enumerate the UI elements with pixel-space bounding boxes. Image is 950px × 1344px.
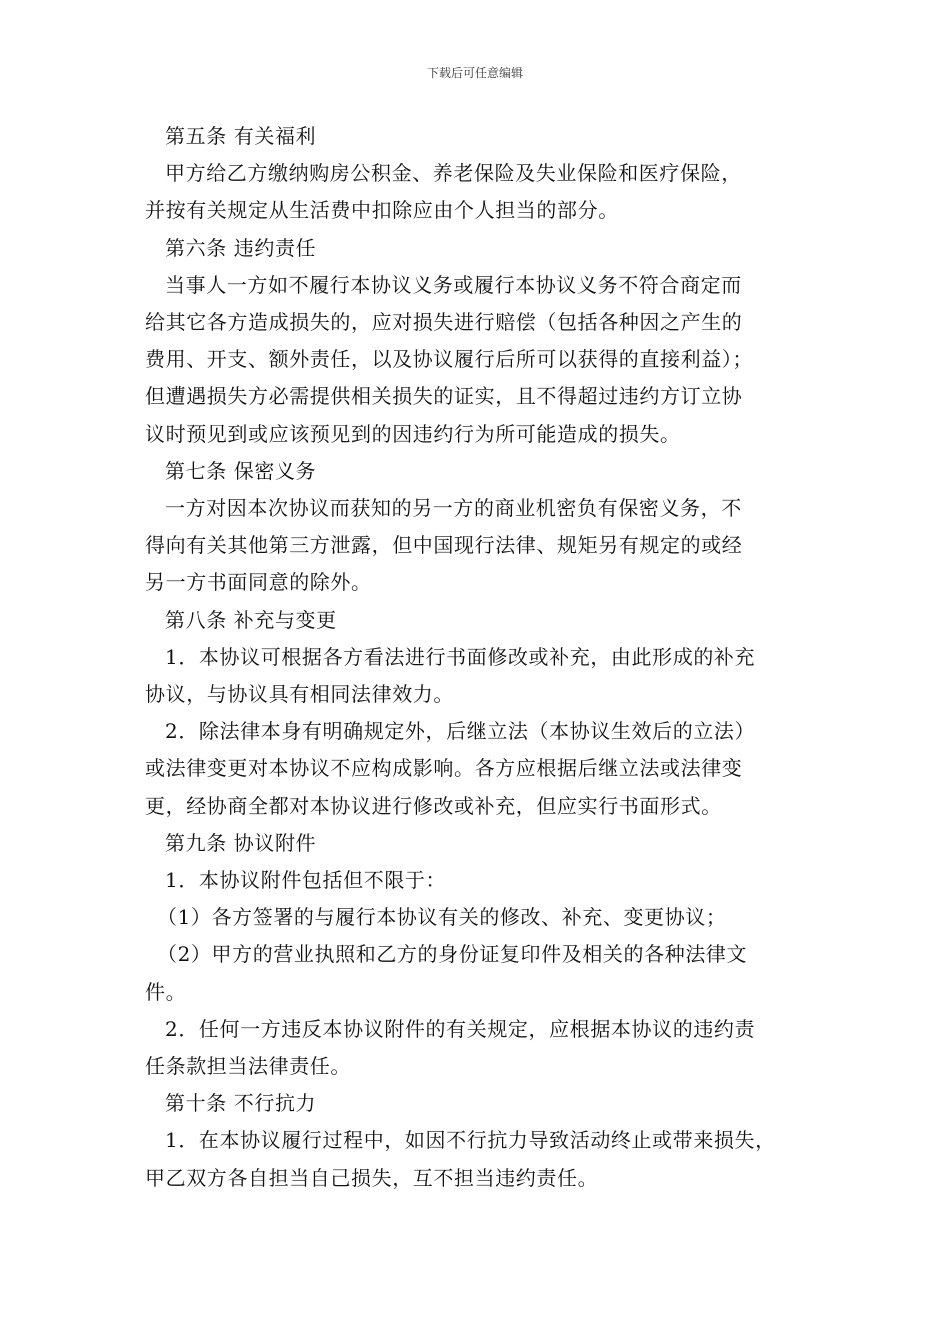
- text-line: 任条款担当法律责任。: [145, 1054, 351, 1079]
- text-line: 得向有关其他第三方泄露，但中国现行法律、规矩另有规定的或经: [145, 533, 743, 558]
- text-line: 并按有关规定从生活费中扣除应由个人担当的部分。: [145, 198, 619, 223]
- text-line: 费用、开支、额外责任，以及协议履行后所可以获得的直接利益）；: [145, 347, 753, 372]
- text-line: 一方对因本次协议而获知的另一方的商业机密负有保密义务，不: [165, 496, 742, 521]
- text-line: 或法律变更对本协议不应构成影响。各方应根据后继立法或法律变: [145, 756, 743, 781]
- text-line: 甲乙双方各自担当自己损失，互不担当违约责任。: [145, 1165, 599, 1190]
- text-line: 第九条 协议附件: [165, 830, 317, 855]
- text-line: 1．在本协议履行过程中，如因不行抗力导致活动终止或带来损失，: [165, 1128, 776, 1153]
- page-header: 下载后可任意编辑: [426, 66, 523, 80]
- text-line: 当事人一方如不履行本协议义务或履行本协议义务不符合商定而: [165, 272, 742, 297]
- text-line: 2．除法律本身有明确规定外，后继立法（本协议生效后的立法）: [165, 719, 756, 744]
- text-line: 2．任何一方违反本协议附件的有关规定，应根据本协议的违约责: [165, 1016, 756, 1041]
- text-line: 件。: [145, 979, 187, 1004]
- text-line: 1．本协议可根据各方看法进行书面修改或补充，由此形成的补充: [165, 644, 756, 669]
- text-line: 第八条 补充与变更: [165, 607, 337, 632]
- text-line: 另一方书面同意的除外。: [145, 570, 372, 595]
- text-line: 第六条 违约责任: [165, 235, 317, 260]
- text-line: 更，经协商全都对本协议进行修改或补充，但应实行书面形式。: [145, 793, 722, 818]
- text-line: 第五条 有关福利: [165, 124, 317, 148]
- text-line: 议时预见到或应该预见到的因违约行为所可能造成的损失。: [145, 421, 681, 446]
- text-line: （2）甲方的营业执照和乙方的身份证复印件及相关的各种法律文: [157, 942, 748, 967]
- text-line: （1）各方签署的与履行本协议有关的修改、补充、变更协议；: [157, 905, 727, 930]
- text-line: 给其它各方造成损失的，应对损失进行赔偿（包括各种因之产生的: [145, 310, 743, 335]
- text-line: 但遭遇损失方必需提供相关损失的证实，且不得超过违约方订立协: [145, 384, 743, 409]
- text-line: 第十条 不行抗力: [165, 1091, 317, 1116]
- document-body: [145, 118, 820, 1197]
- text-line: 第七条 保密义务: [165, 458, 317, 483]
- text-line: 协议，与协议具有相同法律效力。: [145, 682, 454, 707]
- text-line: 甲方给乙方缴纳购房公积金、养老保险及失业保险和医疗保险，: [165, 161, 742, 186]
- text-line: 1．本协议附件包括但不限于：: [165, 868, 447, 893]
